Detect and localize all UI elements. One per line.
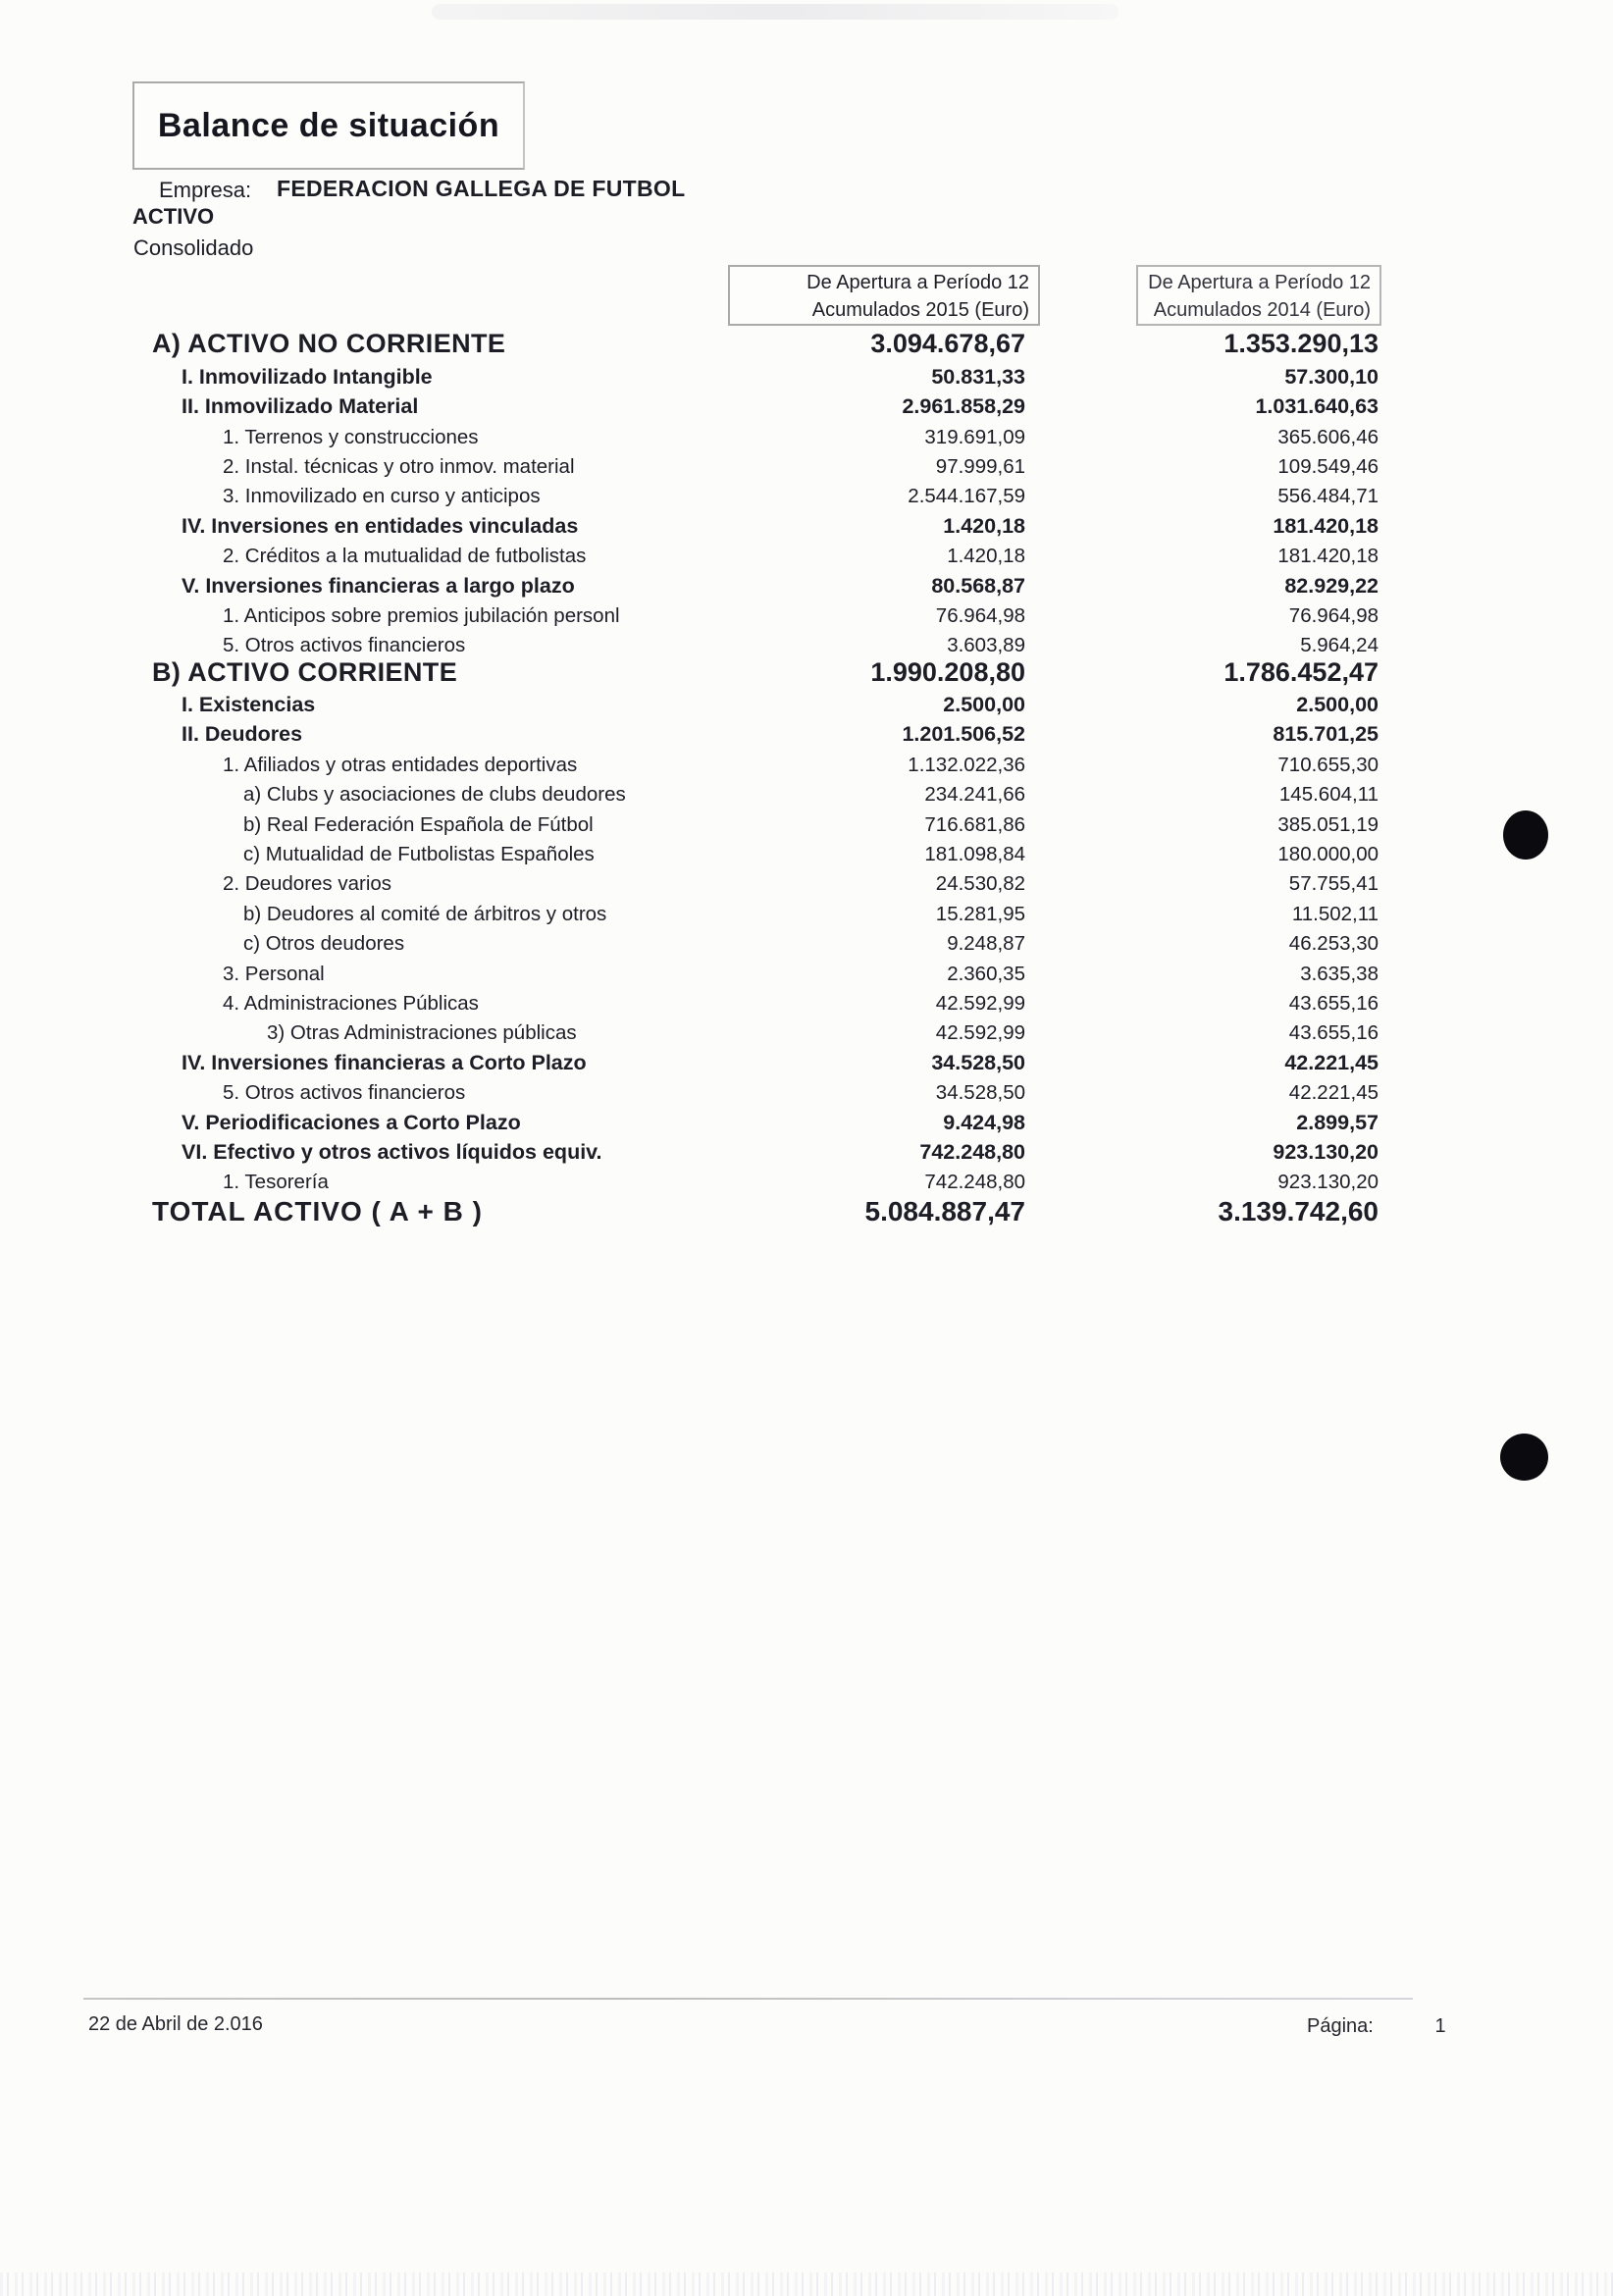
row-value-2014: 5.964,24 — [1300, 634, 1379, 657]
row-label: 3) Otras Administraciones públicas — [267, 1021, 577, 1045]
row-value-2015: 319.691,09 — [924, 425, 1025, 448]
row-value-2014: 46.253,30 — [1288, 932, 1379, 956]
row-value-2014: 3.139.742,60 — [1218, 1196, 1379, 1227]
column-header-2014-line2: Acumulados 2014 (Euro) — [1153, 299, 1371, 321]
row-value-2014: 109.549,46 — [1277, 454, 1379, 478]
report-title-box — [132, 81, 525, 170]
row-value-2014: 43.655,16 — [1288, 1021, 1379, 1045]
table-row — [98, 690, 1393, 719]
row-value-2014: 815.701,25 — [1273, 722, 1379, 747]
table-row — [98, 391, 1393, 421]
statement-side-label: ACTIVO — [132, 204, 215, 229]
row-label: c) Mutualidad de Futbolistas Españoles — [243, 843, 595, 866]
row-value-2015: 742.248,80 — [924, 1171, 1025, 1194]
row-value-2014: 556.484,71 — [1277, 485, 1379, 508]
row-label: c) Otros deudores — [243, 932, 405, 956]
table-row — [98, 1196, 1393, 1229]
table-row — [98, 1137, 1393, 1167]
row-value-2015: 2.500,00 — [943, 693, 1025, 717]
row-value-2015: 3.094.678,67 — [870, 329, 1025, 359]
row-label: A) ACTIVO NO CORRIENTE — [152, 329, 506, 359]
row-label: V. Inversiones financieras a largo plazo — [182, 573, 575, 598]
row-label: V. Periodificaciones a Corto Plazo — [182, 1110, 521, 1134]
column-header-2015-line1: De Apertura a Período 12 — [806, 272, 1029, 293]
company-name: FEDERACION GALLEGA DE FUTBOL — [277, 176, 686, 201]
row-value-2014: 2.899,57 — [1296, 1110, 1379, 1134]
table-row — [98, 421, 1393, 450]
row-label: 3. Inmovilizado en curso y anticipos — [223, 485, 541, 508]
row-value-2014: 3.635,38 — [1300, 962, 1379, 985]
row-value-2014: 145.604,11 — [1278, 783, 1379, 807]
row-value-2014: 710.655,30 — [1277, 753, 1379, 776]
table-row — [98, 1047, 1393, 1076]
row-label: 1. Afiliados y otras entidades deportivas — [223, 753, 578, 776]
scan-artifact-bottom — [0, 2272, 1613, 2296]
row-label: II. Deudores — [182, 722, 303, 747]
row-label: I. Existencias — [182, 693, 316, 717]
table-row — [98, 1077, 1393, 1107]
page-title: Balance de situación — [157, 106, 500, 144]
row-label: 5. Otros activos financieros — [223, 634, 466, 657]
row-value-2015: 1.201.506,52 — [902, 722, 1025, 747]
row-label: b) Real Federación Española de Fútbol — [243, 812, 594, 836]
row-label: I. Inmovilizado Intangible — [182, 364, 433, 389]
table-row — [98, 451, 1393, 481]
row-value-2014: 385.051,19 — [1277, 812, 1379, 836]
row-label: 1. Terrenos y construcciones — [223, 425, 479, 448]
table-row — [98, 898, 1393, 927]
row-label: 4. Administraciones Públicas — [223, 991, 479, 1015]
row-label: IV. Inversiones en entidades vinculadas — [182, 513, 579, 538]
row-value-2015: 181.098,84 — [924, 843, 1025, 866]
table-row — [98, 1018, 1393, 1047]
column-header-2014-line1: De Apertura a Período 12 — [1148, 272, 1371, 293]
row-value-2014: 923.130,20 — [1277, 1171, 1379, 1194]
table-row — [98, 481, 1393, 510]
row-value-2014: 181.420,18 — [1273, 513, 1379, 538]
row-value-2015: 234.241,66 — [924, 783, 1025, 807]
row-value-2014: 57.300,10 — [1284, 364, 1379, 389]
table-row — [98, 839, 1393, 868]
row-value-2015: 9.248,87 — [947, 932, 1025, 956]
row-value-2015: 1.420,18 — [943, 513, 1025, 538]
row-value-2015: 2.961.858,29 — [902, 394, 1025, 419]
row-value-2014: 57.755,41 — [1288, 872, 1379, 896]
table-row — [98, 630, 1393, 659]
row-value-2015: 76.964,98 — [935, 603, 1025, 627]
consolidation-label: Consolidado — [133, 235, 254, 260]
row-value-2015: 1.990.208,80 — [870, 656, 1025, 687]
table-row — [98, 1167, 1393, 1196]
row-label: 2. Créditos a la mutualidad de futbolistas — [223, 545, 587, 568]
footer-divider — [83, 1998, 1413, 2000]
row-label: VI. Efectivo y otros activos líquidos equiv. — [182, 1139, 602, 1164]
row-value-2015: 80.568,87 — [931, 573, 1025, 598]
row-value-2015: 3.603,89 — [947, 634, 1025, 657]
row-value-2015: 9.424,98 — [943, 1110, 1025, 1134]
column-header-2014 — [1136, 265, 1381, 326]
table-row — [98, 779, 1393, 809]
row-value-2014: 43.655,16 — [1288, 991, 1379, 1015]
table-row — [98, 958, 1393, 987]
table-row — [98, 1107, 1393, 1136]
table-row — [98, 510, 1393, 540]
row-label: 3. Personal — [223, 962, 325, 985]
row-value-2014: 365.606,46 — [1277, 425, 1379, 448]
row-label: 2. Instal. técnicas y otro inmov. material — [223, 454, 575, 478]
table-row — [98, 570, 1393, 600]
scan-artifact-top — [432, 4, 1119, 20]
footer-date: 22 de Abril de 2.016 — [88, 2013, 263, 2035]
table-row — [98, 541, 1393, 570]
row-value-2014: 1.353.290,13 — [1223, 329, 1379, 359]
row-label: TOTAL ACTIVO ( A + B ) — [152, 1196, 483, 1227]
row-label: 5. Otros activos financieros — [223, 1081, 466, 1105]
table-row — [98, 988, 1393, 1018]
table-row — [98, 361, 1393, 391]
row-value-2015: 716.681,86 — [924, 812, 1025, 836]
row-value-2015: 97.999,61 — [935, 454, 1025, 478]
row-label: b) Deudores al comité de árbitros y otros — [243, 902, 607, 925]
table-row — [98, 600, 1393, 630]
row-value-2015: 24.530,82 — [935, 872, 1025, 896]
row-value-2015: 34.528,50 — [935, 1081, 1025, 1105]
row-value-2014: 1.031.640,63 — [1255, 394, 1379, 419]
balance-table-rows — [98, 329, 1393, 1229]
punch-hole-dot — [1503, 810, 1548, 860]
row-value-2014: 180.000,00 — [1277, 843, 1379, 866]
row-label: a) Clubs y asociaciones de clubs deudores — [243, 783, 626, 807]
row-value-2015: 2.544.167,59 — [908, 485, 1025, 508]
row-value-2015: 1.132.022,36 — [908, 753, 1025, 776]
row-label: B) ACTIVO CORRIENTE — [152, 656, 458, 687]
table-row — [98, 868, 1393, 898]
row-value-2015: 2.360,35 — [947, 962, 1025, 985]
row-value-2014: 11.502,11 — [1291, 902, 1379, 925]
row-value-2014: 82.929,22 — [1284, 573, 1379, 598]
row-label: 1. Tesorería — [223, 1171, 329, 1194]
row-label: 2. Deudores varios — [223, 872, 392, 896]
company-label: Empresa: — [159, 178, 252, 202]
row-value-2015: 42.592,99 — [935, 991, 1025, 1015]
row-value-2015: 742.248,80 — [919, 1139, 1025, 1164]
footer-page-number: 1 — [1434, 2015, 1446, 2037]
row-value-2015: 50.831,33 — [931, 364, 1025, 389]
table-row — [98, 809, 1393, 838]
table-row — [98, 928, 1393, 958]
row-value-2015: 1.420,18 — [947, 545, 1025, 568]
table-row — [98, 329, 1393, 361]
row-value-2014: 42.221,45 — [1284, 1050, 1379, 1074]
row-value-2015: 42.592,99 — [935, 1021, 1025, 1045]
column-header-2015 — [728, 265, 1040, 326]
row-value-2014: 181.420,18 — [1277, 545, 1379, 568]
footer-page-label: Página: — [1307, 2015, 1374, 2037]
row-value-2014: 2.500,00 — [1296, 693, 1379, 717]
row-value-2015: 15.281,95 — [935, 902, 1025, 925]
row-value-2014: 1.786.452,47 — [1223, 656, 1379, 687]
row-label: 1. Anticipos sobre premios jubilación personl — [223, 603, 620, 627]
row-label: IV. Inversiones financieras a Corto Plazo — [182, 1050, 587, 1074]
table-row — [98, 719, 1393, 749]
row-value-2014: 76.964,98 — [1288, 603, 1379, 627]
row-value-2014: 42.221,45 — [1288, 1081, 1379, 1105]
row-label: II. Inmovilizado Material — [182, 394, 419, 419]
punch-hole-dot — [1500, 1434, 1548, 1481]
table-row — [98, 656, 1393, 689]
row-value-2014: 923.130,20 — [1273, 1139, 1379, 1164]
row-value-2015: 5.084.887,47 — [864, 1196, 1025, 1227]
row-value-2015: 34.528,50 — [931, 1050, 1025, 1074]
table-row — [98, 749, 1393, 778]
column-header-2015-line2: Acumulados 2015 (Euro) — [811, 299, 1029, 321]
